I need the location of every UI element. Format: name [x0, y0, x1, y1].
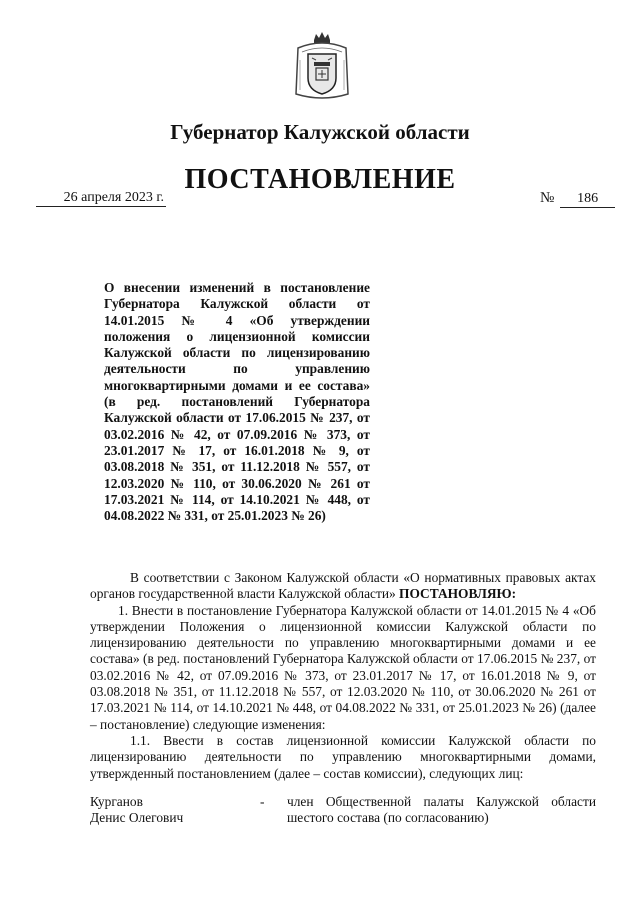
item-1-1-paragraph: 1.1. Ввести в состав лицензионной комиссии Калужской области по лицензированию деятельности по управлению многоквартирными домами, утвержденный постановлением (далее – состав комиссии), следующих лиц: — [90, 732, 596, 781]
document-body — [90, 570, 596, 782]
document-number-block — [540, 190, 615, 208]
member-dash: - — [260, 794, 265, 809]
member-given-names: Денис Олегович — [90, 810, 184, 826]
body-intro-paragraph — [90, 570, 596, 603]
document-date: 26 апреля 2023 г. — [36, 190, 166, 207]
member-role: член Общественной палаты Калужской области шестого состава (по согласованию) — [287, 794, 596, 826]
member-name — [90, 794, 250, 827]
document-number: 186 — [560, 191, 615, 208]
issuing-authority: Губернатор Калужской области — [170, 120, 470, 144]
document-subject — [104, 280, 370, 524]
intro-text: В соответствии с Законом Калужской области «О нормативных правовых актах органов государственной власти Калужской области» — [90, 570, 596, 602]
item-1-paragraph: 1. Внести в постановление Губернатора Калужской области от 14.01.2015 № 4 «Об утверждении Положения о лицензионной комиссии Калужской области по лицензированию деятельности по управлению многоквартирными домами и ее состава» (в ред. постановлений Губернатора Калужской области от 17.06.2015 № 237, от 03.02.2016 № 42, от 07.09.2016 № 373, от 23.01.2017 № 17, от 16.01.2018 № 9, от 03.08.2018 № 351, от 11.12.2018 № 557, от 12.03.2020 № 110, от 30.06.2020 № 261 от 17.03.2021 № 114, от 14.10.2021 № 448, от 04.08.2022 № 331, от 25.01.2023 № 26) (далее – постановление) следующие изменения: — [90, 602, 596, 732]
subject-text: О внесении изменений в постановление Губернатора Калужской области от 14.01.2015 № 4 «Об утверждении положения о лицензионной комиссии Калужской области по лицензированию деятельности по управлению многоквартирными домами и ее состава» (в ред. постановлений Губернатора Калужской области от 17.06.2015 № 237, от 03.02.2016 № 42, от 07.09.2016 № 373, от 23.01.2017 № 17, от 16.01.2018 № 9, от 03.08.2018 № 351, от 11.12.2018 № 557, от 12.03.2020 № 110, от 30.06.2020 № 261 от 17.03.2021 № 114, от 14.10.2021 № 448, от 04.08.2022 № 331, от 25.01.2023 № 26) — [104, 280, 370, 524]
decree-word: ПОСТАНОВЛЯЮ: — [399, 586, 517, 602]
number-sign: № — [540, 190, 555, 206]
member-surname: Курганов — [90, 794, 143, 809]
coat-of-arms-icon — [292, 30, 352, 102]
document-type-title: ПОСТАНОВЛЕНИЕ — [184, 164, 456, 195]
